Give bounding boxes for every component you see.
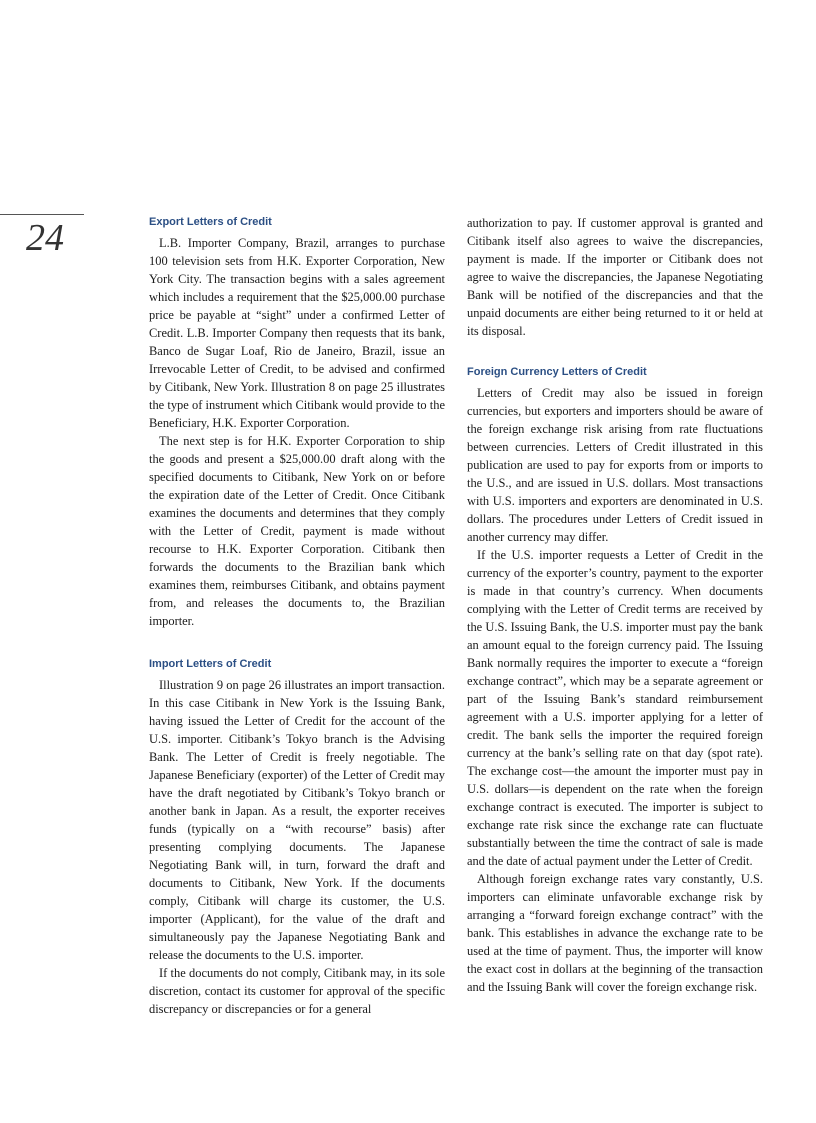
- top-rule: [0, 214, 84, 215]
- paragraph: If the documents do not comply, Citibank may, in its sole discretion, contact its customer for approval of the specific discrepancy or discrepancies or for a general: [149, 966, 445, 1016]
- heading-export-letters: Export Letters of Credit: [149, 216, 272, 228]
- paragraph: Illustration 9 on page 26 illustrates an import transaction. In this case Citibank in New York is the Issuing Bank, having issued the Letter of Credit for the account of the U.S. importer. Citibank’s Tokyo branch is the Advising Bank. The Letter of Credit is freely negotiable. The Japanese Beneficiary (exporter) of the Letter of Credit may have the draft negotiated by Citibank’s Tokyo branch or another bank in Japan. As a result, the exporter receives funds (typically on a “with recourse” basis) after presenting complying documents. The Japanese Negotiating Bank will, in turn, forward the draft and documents to Citibank, New York. If the documents comply, Citibank will charge its customer, the U.S. importer (Applicant), for the value of the draft and simultaneously pay the Japanese Negotiating Bank and release the documents to the U.S. importer.: [149, 678, 445, 962]
- heading-import-letters: Import Letters of Credit: [149, 658, 272, 670]
- paragraph: The next step is for H.K. Exporter Corporation to ship the goods and present a $25,000.00 draft along with the specified documents to Citibank, New York on or before the expiration date of the Letter of Credit. Once Citibank examines the documents and determines that they comply with the Letter of Credit, payment is made without recourse to H.K. Exporter Corporation. Citibank then forwards the documents to the Brazilian bank which examines them, reimburses Citibank, and obtains payment from, and releases the documents to, the Brazilian importer.: [149, 434, 445, 628]
- paragraph: L.B. Importer Company, Brazil, arranges to purchase 100 television sets from H.K. Exporter Corporation, New York City. The transaction begins with a sales agreement which includes a requirement that the $25,000.00 purchase price be payable at “sight” under a confirmed Letter of Credit. L.B. Importer Company then requests that its bank, Banco de Sugar Loaf, Rio de Janeiro, Brazil, issue an Irrevocable Letter of Credit, to be advised and confirmed by Citibank, New York. Illustration 8 on page 25 illustrates the type of instrument which Citibank would provide to the Beneficiary, H.K. Exporter Corporation.: [149, 236, 445, 430]
- paragraph: Letters of Credit may also be issued in foreign currencies, but exporters and importers should be aware of the foreign exchange risk arising from rate fluctuations between currencies. Letters of Credit illustrated in this publication are used to pay for exports from or imports to the U.S., and are issued in U.S. dollars. Most transactions with U.S. importers and exporters are denominated in U.S. dollars. The procedures under Letters of Credit issued in another currency may differ.: [467, 386, 763, 544]
- paragraph: Although foreign exchange rates vary constantly, U.S. importers can eliminate unfavorable exchange risk by arranging a “forward foreign exchange contract” with the bank. This establishes in advance the exchange rate to be used at the time of payment. Thus, the importer will know the exact cost in dollars at the beginning of the transaction and the Issuing Bank will cover the foreign exchange risk.: [467, 872, 763, 994]
- page-number: 24: [26, 217, 64, 259]
- left-column: [149, 214, 445, 1018]
- heading-foreign-currency-letters: Foreign Currency Letters of Credit: [467, 366, 647, 378]
- right-column: [467, 214, 763, 996]
- paragraph: If the U.S. importer requests a Letter of Credit in the currency of the exporter’s country, payment to the exporter is made in that country’s currency. When documents complying with the Letter of Credit terms are received by the U.S. Issuing Bank, the U.S. importer must pay the bank an amount equal to the foreign currency paid. The Issuing Bank normally requires the importer to execute a “foreign exchange contract”, which may be a separate agreement or part of the Issuing Bank’s standard reimbursement agreement with a U.S. importer applying for a letter of credit. The bank sells the importer the required foreign currency at the bank’s selling rate on that day (spot rate). The exchange cost—the amount the importer must pay in U.S. dollars—is dependent on the rate when the foreign exchange contract is executed. The importer is subject to exchange rate risk since the exchange rate can fluctuate substantially between the time the contract of sale is made and the date of actual payment under the Letter of Credit.: [467, 548, 763, 868]
- paragraph-continuation: authorization to pay. If customer approval is granted and Citibank itself also agrees to waive the discrepancies, payment is made. If the importer or Citibank does not agree to waive the discrepancies, the Japanese Negotiating Bank will be notified of the discrepancies and that the unpaid documents are either being returned to it or held at its disposal.: [467, 216, 763, 338]
